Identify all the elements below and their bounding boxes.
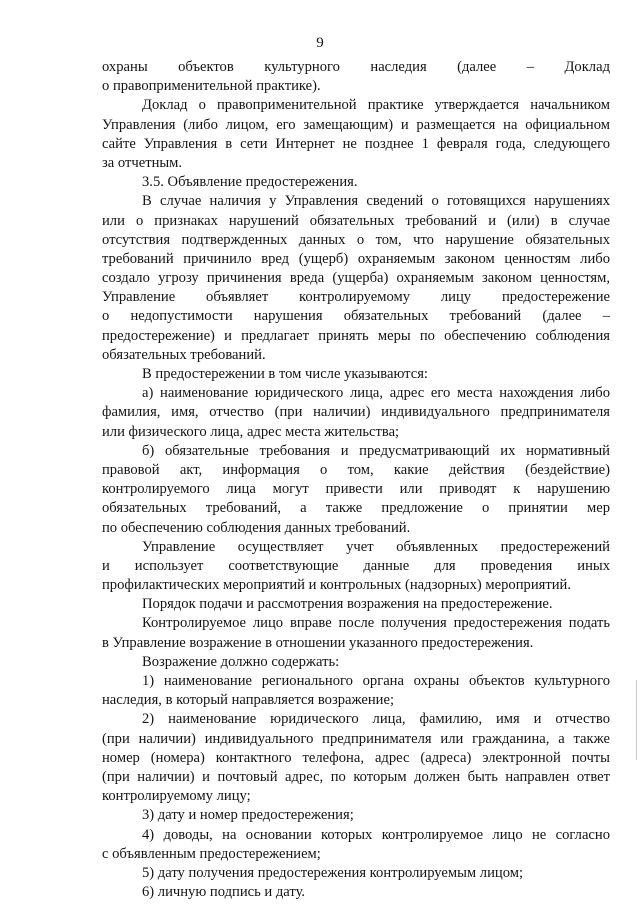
text-line: 5) дату получения предостережения контролируемым лицом; bbox=[142, 864, 524, 881]
text-line: Возражение должно содержать: bbox=[142, 653, 340, 670]
text-line: предостережение) и предлагает принять меры по обеспечению соблюдения bbox=[102, 327, 610, 344]
text-line: о недопустимости нарушения обязательных требований (далее – bbox=[102, 308, 610, 325]
text-line: (при наличии) индивидуального предпринимателя или гражданина, а также bbox=[102, 730, 610, 747]
text-line: контролируемому лицу; bbox=[102, 788, 251, 805]
text-line: 3.5. Объявление предостережения. bbox=[142, 174, 358, 191]
text-line: охраны объектов культурного наследия (далее – Доклад bbox=[102, 59, 610, 75]
text-line: Управление объявляет контролируемому лицу предостережение bbox=[102, 289, 610, 306]
page-number: 9 bbox=[316, 35, 324, 51]
text-line: обязательных требований. bbox=[102, 346, 266, 363]
text-line: фамилия, имя, отчество (при наличии) индивидуального предпринимателя bbox=[102, 404, 610, 421]
text-line: о правоприменительной практике). bbox=[102, 78, 321, 95]
text-line: Доклад о правоприменительной практике утверждается начальником bbox=[142, 97, 610, 114]
text-line: Контролируемое лицо вправе после получения предостережения подать bbox=[142, 615, 610, 632]
text-line: Управление осуществляет учет объявленных предостережений bbox=[142, 538, 610, 555]
text-line: за отчетным. bbox=[102, 154, 183, 171]
text-line: и использует соответствующие данные для проведения иных bbox=[102, 557, 610, 574]
text-line: В случае наличия у Управления сведений о готовящихся нарушениях bbox=[142, 193, 610, 210]
text-line: по обеспечению соблюдения данных требований. bbox=[102, 519, 411, 536]
text-line: номер (номера) контактного телефона, адрес (адреса) электронной почты bbox=[102, 749, 610, 766]
text-line: (при наличии) и почтовый адрес, по которым должен быть направлен ответ bbox=[102, 768, 610, 785]
scan-edge-mark bbox=[636, 680, 637, 760]
text-line: 4) доводы, на основании которых контролируемое лицо не согласно bbox=[142, 826, 610, 843]
text-line: правовой акт, информация о том, какие действия (бездействие) bbox=[102, 461, 610, 478]
text-line: 3) дату и номер предостережения; bbox=[142, 807, 354, 824]
text-line: а) наименование юридического лица, адрес его места нахождения либо bbox=[142, 385, 610, 402]
text-line: В предостережении в том числе указываются: bbox=[142, 366, 428, 382]
text-line: Порядок подачи и рассмотрения возражения на предостережение. bbox=[142, 596, 553, 613]
text-line: отсутствия подтвержденных данных о том, что нарушение обязательных bbox=[102, 231, 610, 248]
text-line: б) обязательные требования и предусматривающий их нормативный bbox=[142, 442, 610, 459]
text-line: 1) наименование регионального органа охраны объектов культурного bbox=[142, 673, 610, 689]
document-body bbox=[102, 58, 610, 902]
text-line: профилактических мероприятий и контрольных (надзорных) мероприятий. bbox=[102, 577, 571, 594]
text-line: или физического лица, адрес места жительства; bbox=[102, 423, 400, 440]
text-line: или о признаках нарушений обязательных требований и (или) в случае bbox=[102, 212, 610, 229]
text-line: с объявленным предостережением; bbox=[102, 845, 321, 862]
text-line: 2) наименование юридического лица, фамилию, имя и отчество bbox=[142, 711, 610, 728]
text-line: сайте Управления в сети Интернет не позднее 1 февраля года, следующего bbox=[102, 135, 610, 152]
text-line: наследия, в который направляется возражение; bbox=[102, 692, 395, 709]
text-line: в Управление возражение в отношении указанного предостережения. bbox=[102, 634, 534, 651]
text-line: создало угрозу причинения вреда (ущерба) охраняемым законом ценностям, bbox=[102, 270, 610, 287]
text-line: обязательных требований, а также предложение о принятии мер bbox=[102, 500, 610, 517]
text-line: Управления (либо лицом, его замещающим) и размещается на официальном bbox=[102, 116, 610, 133]
text-line: 6) личную подпись и дату. bbox=[142, 884, 306, 901]
text-line: контролируемого лица могут привести или приводят к нарушению bbox=[102, 481, 610, 498]
text-line: требований причинило вред (ущерб) охраняемым законом ценностям либо bbox=[102, 250, 610, 267]
